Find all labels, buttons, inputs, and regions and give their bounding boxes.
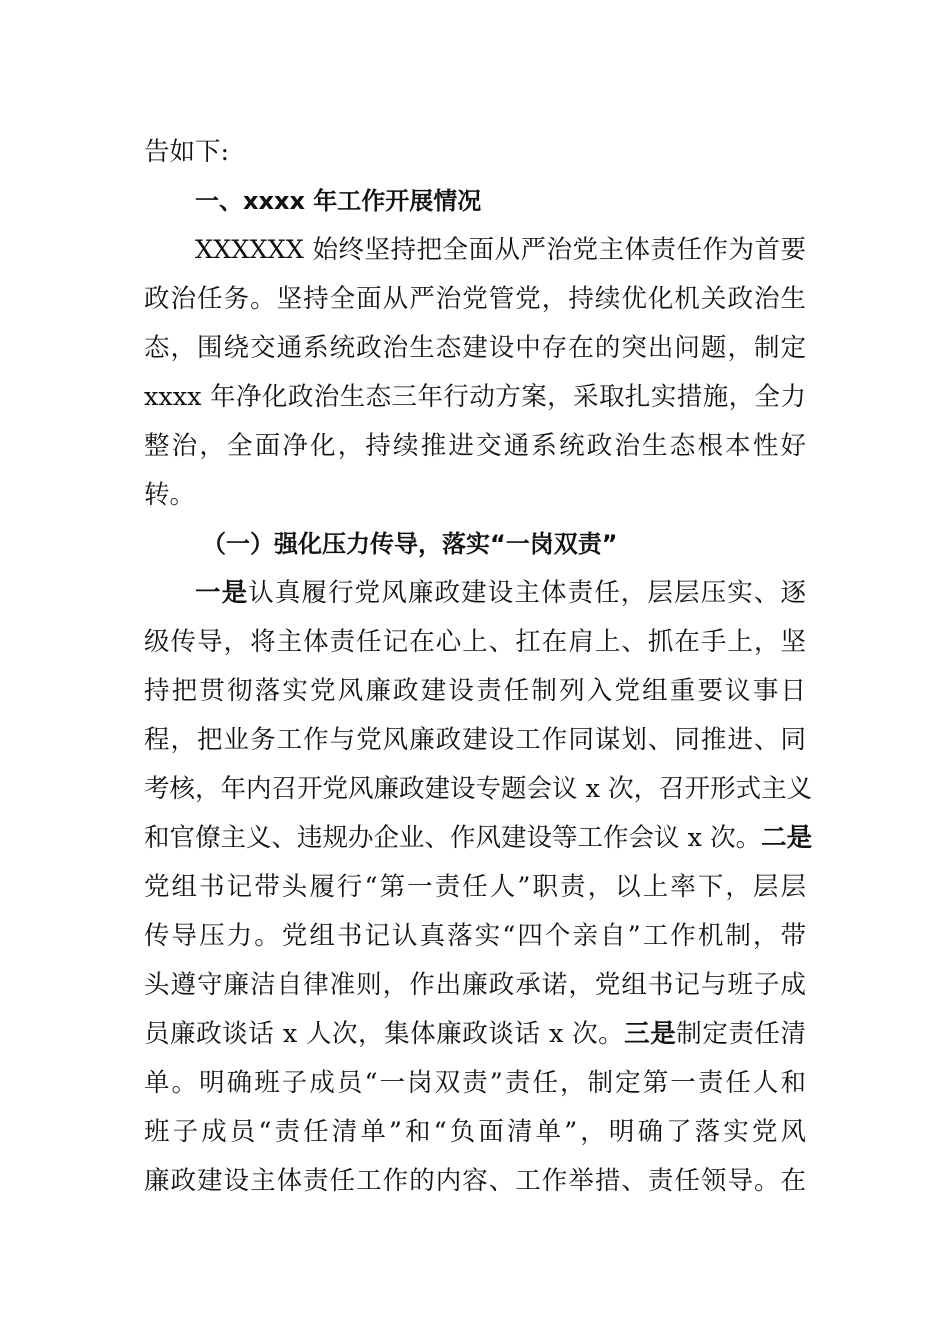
point-one-lead: 一是	[195, 578, 249, 608]
paragraph2-text: 认真履行党风廉政建设主体责任，层层压实、逐	[248, 578, 806, 608]
paragraph2-line	[144, 569, 806, 618]
paragraph2-line: 单。明确班子成员“一岗双责”责任，制定第一责任人和	[144, 1068, 806, 1098]
section-heading: 一、xxxx 年工作开展情况	[195, 187, 482, 215]
paragraph2-line: 级传导，将主体责任记在心上、扛在肩上、抓在手上，坚	[144, 627, 806, 657]
paragraph2-line: 廉政建设主体责任工作的内容、工作举措、责任领导。在	[144, 1166, 806, 1196]
paragraph2-text: 和官僚主义、违规办企业、作风建设等工作会议 x 次。	[144, 823, 762, 853]
subsection-heading: （一）强化压力传导，落实“一岗双责”	[202, 530, 618, 558]
paragraph2-line	[144, 1010, 806, 1059]
paragraph1-line: XXXXXX 始终坚持把全面从严治党主体责任作为首要	[195, 235, 806, 265]
paragraph2-line: 党组书记带头履行“第一责任人”职责，以上率下，层层	[144, 872, 806, 902]
paragraph2-line: 持把贯彻落实党风廉政建设责任制列入党组重要议事日	[144, 676, 806, 706]
paragraph2-line	[144, 814, 813, 863]
paragraph1-line: 转。	[144, 480, 196, 510]
point-two-lead: 二是	[761, 823, 813, 853]
point-three-lead: 三是	[624, 1019, 677, 1049]
paragraph2-text: 员廉政谈话 x 人次，集体廉政谈话 x 次。	[144, 1019, 625, 1049]
paragraph2-line: 程，把业务工作与党风廉政建设工作同谋划、同推进、同	[144, 725, 806, 755]
paragraph2-line: 班子成员“责任清单”和“负面清单”，明确了落实党风	[144, 1117, 806, 1147]
paragraph2-line: 传导压力。党组书记认真落实“四个亲自”工作机制，带	[144, 921, 806, 951]
paragraph1-line: 态，围绕交通系统政治生态建设中存在的突出问题，制定	[144, 333, 806, 363]
paragraph1-line: 政治任务。坚持全面从严治党管党，持续优化机关政治生	[144, 284, 806, 314]
paragraph1-line: 整治，全面净化，持续推进交通系统政治生态根本性好	[144, 431, 806, 461]
paragraph2-text: 制定责任清	[676, 1019, 806, 1049]
intro-tail-line: 告如下:	[144, 137, 230, 167]
paragraph2-line: 考核，年内召开党风廉政建设专题会议 x 次，召开形式主义	[144, 774, 813, 804]
paragraph1-line: xxxx 年净化政治生态三年行动方案，采取扎实措施，全力	[144, 382, 806, 412]
paragraph2-line: 头遵守廉洁自律准则，作出廉政承诺，党组书记与班子成	[144, 970, 806, 1000]
document-body	[144, 128, 813, 1206]
